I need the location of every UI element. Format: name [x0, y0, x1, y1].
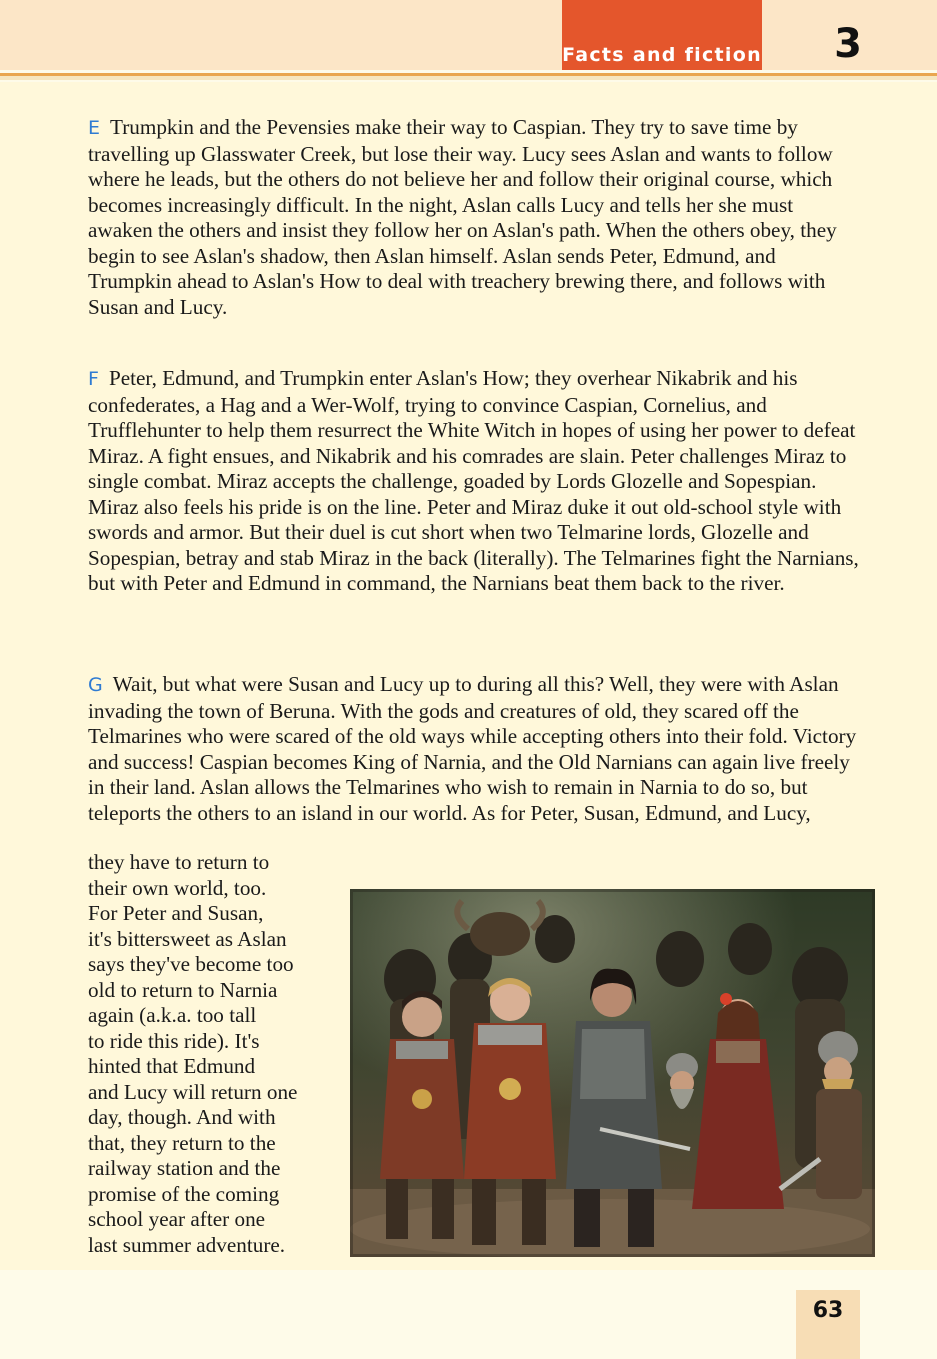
header-band — [0, 0, 937, 70]
paragraph-text: Trumpkin and the Pevensies make their way to Caspian. They try to save time by travelling up Glasswater Creek, but lose their way. Lucy sees Aslan and wants to follow where he leads, but the others do not believe her and follow their original course, which becomes increasingly difficult. In the night, Aslan calls Lucy and tells her she must awaken the others and insist they follow her on Aslan's path. When the others obey, they begin to see Aslan's shadow, then Aslan himself. Aslan sends Peter, Edmund, and Trumpkin ahead to Aslan's How to deal with treachery brewing there, and follows with Susan and Lucy. — [88, 115, 837, 319]
text-line: last summer adventure. — [88, 1232, 286, 1257]
text-line: railway station and the — [88, 1156, 281, 1180]
paragraph-text: Wait, but what were Susan and Lucy up to during all this? Well, they were with Aslan invading the town of Beruna. With the gods and creatures of old, they scared off the Telmarines who were scared of the old ways while accepting others into their fold. Victory and success! Caspian becomes King of Narnia, and the Old Narnians can again live freely in their land. Aslan allows the Telmarines who wish to remain in Narnia to do so, but teleports the others to an island in our world. As for Peter, Susan, Edmund, and Lucy, — [88, 672, 857, 825]
section-tab — [562, 0, 762, 70]
header-rule-shadow — [0, 76, 937, 80]
text-line: old to return to Narnia — [88, 977, 278, 1002]
paragraph-letter: G — [88, 674, 103, 696]
paragraph-g — [88, 672, 863, 826]
text-line: they have to return to — [88, 850, 270, 874]
chapter-number: 3 — [834, 21, 862, 67]
text-line: it's bittersweet as Aslan — [88, 926, 287, 951]
movie-still-photo — [350, 889, 875, 1257]
paragraph-letter: F — [88, 368, 99, 390]
text-line: to ride this ride). It's — [88, 1028, 260, 1053]
text-line: says they've become too — [88, 952, 294, 976]
text-line: promise of the coming — [88, 1181, 280, 1206]
text-line: For Peter and Susan, — [88, 901, 264, 925]
wrapped-text-column — [88, 850, 338, 1258]
text-line: day, though. And with — [88, 1105, 276, 1129]
section-title: Facts and fiction — [562, 44, 762, 66]
paragraph-e — [88, 115, 863, 320]
text-line: again (a.k.a. too tall — [88, 1003, 257, 1027]
paragraph-text: Peter, Edmund, and Trumpkin enter Aslan's How; they overhear Nikabrik and his confederates, a Hag and a Wer-Wolf, trying to convince Caspian, Cornelius, and Trufflehunter to help them resurrect the White Witch in hopes of using her power to defeat Miraz. A fight ensues, and Nikabrik and his comrades are slain. Peter challenges Miraz to single combat. Miraz accepts the challenge, goaded by Lords Glozelle and Sopespian. Miraz also feels his pride is on the line. Peter and Miraz duke it out old-school style with swords and armor. But their duel is cut short when two Telmarine lords, Glozelle and Sopespian, betray and stab Miraz in the back (literally). The Telmarines fight the Narnians, but with Peter and Edmund in command, the Narnians beat them back to the river. — [88, 366, 859, 595]
text-line: their own world, too. — [88, 875, 267, 900]
text-line: hinted that Edmund — [88, 1054, 256, 1078]
page-number: 63 — [812, 1298, 844, 1323]
text-line: school year after one — [88, 1207, 266, 1231]
paragraph-letter: E — [88, 117, 101, 139]
text-line: and Lucy will return one — [88, 1079, 298, 1104]
text-line: that, they return to the — [88, 1130, 276, 1155]
paragraph-f — [88, 366, 863, 597]
